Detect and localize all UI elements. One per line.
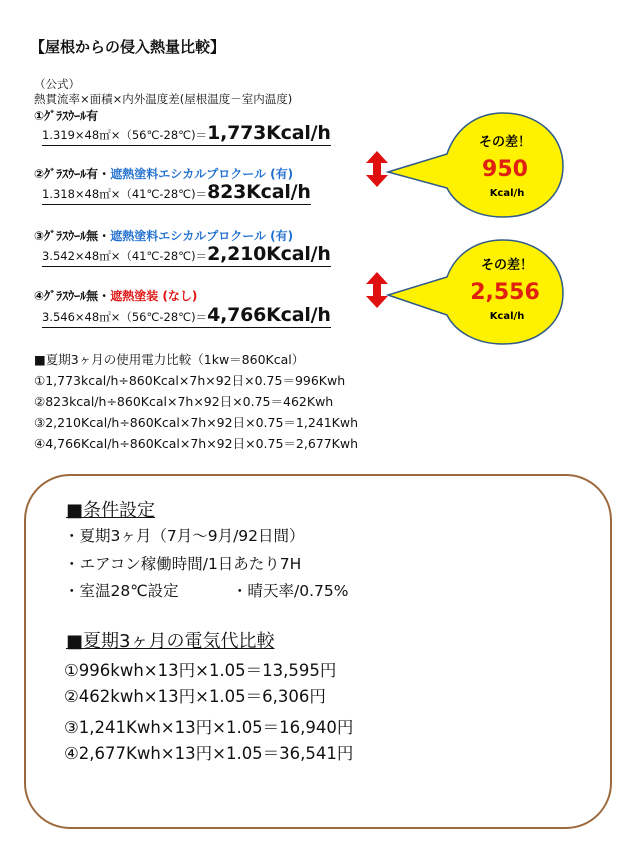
power-line: ④4,766Kcal/h÷860Kcal×7h×92日×0.75＝2,677Kwh — [34, 436, 359, 451]
case-2-formula — [42, 181, 311, 205]
formula-label: （公式） — [34, 77, 80, 91]
case-1-formula — [42, 122, 331, 146]
formula-expression: 1.319×48㎡×（56℃-28℃)＝ — [42, 128, 208, 142]
difference-bubble-1 — [385, 110, 570, 220]
bubble-label: その差！ — [480, 258, 534, 273]
case-label-glasswool: ｸﾞﾗｽｳｰﾙ有・ — [44, 167, 111, 181]
bubble-label: その差！ — [478, 135, 532, 150]
bubble-value: 2,556 — [470, 280, 540, 305]
case-3-formula — [42, 243, 331, 267]
formula-result: 2,210Kcal/h — [207, 243, 331, 265]
formula-result: 823Kcal/h — [207, 181, 311, 203]
formula-expression: 1.318×48㎡×（41℃-28℃)＝ — [42, 187, 208, 201]
case-number: ④ — [34, 289, 45, 303]
cost-line: ③1,241Kwh×13円×1.05＝16,940円 — [64, 718, 354, 737]
page-title: 【屋根からの侵入熱量比較】 — [30, 38, 226, 56]
difference-bubble-2 — [385, 237, 570, 347]
power-line: ②823kcal/h÷860Kcal×7h×92日×0.75＝462Kwh — [34, 394, 334, 409]
formula-expression: 3.546×48㎡×（56℃-28℃)＝ — [42, 310, 208, 324]
case-number: ① — [34, 109, 45, 123]
formula-result: 1,773Kcal/h — [207, 122, 331, 144]
case-2-label — [34, 165, 293, 182]
bubble-unit: Kcal/h — [489, 311, 525, 322]
condition-room-temp: ・室温28℃設定 — [64, 582, 179, 600]
conditions-heading: ■条件設定 — [66, 500, 156, 521]
power-line: ①1,773kcal/h÷860Kcal×7h×92日×0.75＝996Kwh — [34, 373, 346, 388]
bubble-unit: Kcal/h — [489, 188, 525, 199]
case-3-label — [34, 227, 293, 244]
case-label-coating: 遮熱塗装 (なし) — [110, 289, 198, 303]
cost-line: ②462kwh×13円×1.05＝6,306円 — [64, 687, 326, 706]
case-4-label — [34, 287, 197, 304]
formula-result: 4,766Kcal/h — [207, 304, 331, 326]
case-number: ③ — [34, 229, 45, 243]
condition-period: ・夏期3ヶ月（7月～9月/92日間） — [64, 527, 305, 545]
case-label-coating: 遮熱塗料エシカルプロクール (有) — [110, 167, 294, 181]
bubble-value: 950 — [482, 157, 528, 182]
condition-ac-hours: ・エアコン稼働時間/1日あたり7H — [64, 555, 302, 573]
case-number: ② — [34, 167, 45, 181]
formula-expression: 3.542×48㎡×（41℃-28℃)＝ — [42, 249, 208, 263]
case-label-glasswool: ｸﾞﾗｽｳｰﾙ無・ — [44, 289, 111, 303]
condition-sunny-rate: ・晴天率/0.75% — [232, 582, 349, 600]
case-label-glasswool: ｸﾞﾗｽｳｰﾙ有 — [44, 109, 99, 123]
cost-line: ④2,677Kwh×13円×1.05＝36,541円 — [64, 744, 354, 763]
cost-heading: ■夏期3ヶ月の電気代比較 — [66, 631, 275, 652]
case-label-glasswool: ｸﾞﾗｽｳｰﾙ無・ — [44, 229, 111, 243]
power-line: ③2,210Kcal/h÷860Kcal×7h×92日×0.75＝1,241Kwh — [34, 415, 359, 430]
power-heading: ■夏期3ヶ月の使用電力比較（1kw＝860Kcal） — [34, 352, 305, 367]
formula-text: 熱貫流率×面積×内外温度差(屋根温度－室内温度) — [34, 92, 293, 106]
case-label-coating: 遮熱塗料エシカルプロクール (有) — [110, 229, 294, 243]
case-4-formula — [42, 304, 331, 328]
cost-line: ①996kwh×13円×1.05＝13,595円 — [64, 661, 337, 680]
